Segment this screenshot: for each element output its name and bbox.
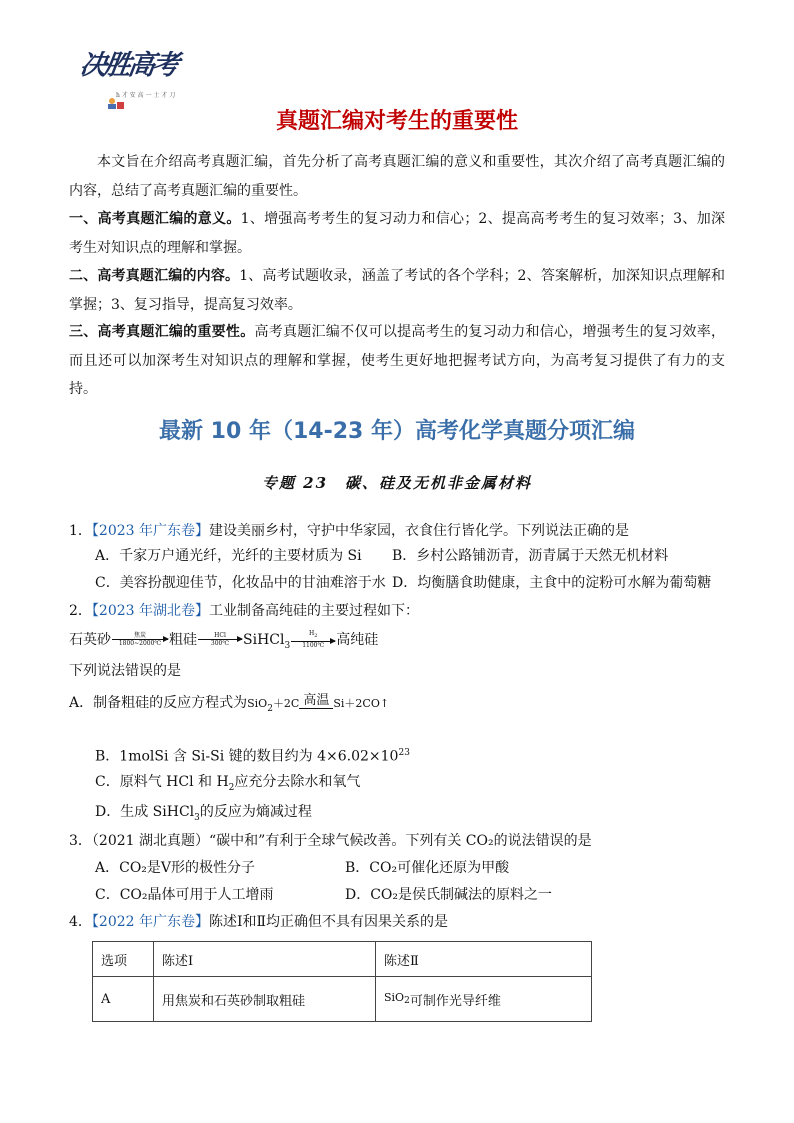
flow-arrow-2 [198,632,242,648]
table-cell-statement-1: 用焦炭和石英砂制取粗硅 [154,977,376,1022]
q2-option-d-tail: 的反应为熵减过程 [199,804,312,820]
flow-arrow-3-reagent: $H_2$ [308,630,318,640]
section-3 [69,318,725,404]
q2-option-d-sub: 3 [194,812,200,823]
q3-text: （2021 湖北真题）“碳中和”有利于全球气候改善。下列有关 CO₂的说法错误的是 [91,833,592,849]
q3-option-a: A．CO₂是Ⅴ形的极性分子 [95,860,256,876]
q2-ask: 下列说法错误的是 [69,663,181,679]
q2-number: 2． [69,603,92,619]
q2-process-flow [69,628,729,658]
q2-option-a [69,692,389,714]
table-cell-option: A [93,977,154,1022]
q1-source: 【2023 年广东卷】 [91,523,210,539]
page-title: 真题汇编对考生的重要性 [275,109,518,134]
q2-option-a-text: A．制备粗硅的反应方程式为 [69,695,248,711]
table-row [93,977,592,1022]
flow-arrow-3-condition: 1100℃ [302,641,325,649]
flow-arrow-2-condition: 300℃ [210,640,230,647]
q1-option-d: D．均衡膳食助健康，主食中的淀粉可水解为葡萄糖 [392,575,712,591]
section-1-body: 1、增强高考考生的复习动力和信心；2、提高高考考生的复习效率；3、加深考生对知识点的理解和掌握。 [69,211,725,256]
q2-option-c-sub: 2 [228,782,235,793]
section-1-head: 一、高考真题汇编的意义。 [69,211,241,227]
q2-option-b-text: B．1molSi 含 Si-Si 键的数目约为 4×6.02×10 [95,748,399,765]
table-header-option: 选项 [93,942,154,977]
section-2-body: 1、高考试题收录，涵盖了考试的各个学科；2、答案解析，加深知识点理解和掌握；3、复习指导，提高复习效率。 [69,268,726,313]
section-3-head: 三、高考真题汇编的重要性。 [69,324,255,340]
q4-table [92,941,592,1022]
q1-option-a: A．千家万户通光纤，光纤的主要材质为 Si [95,548,362,564]
q1-option-c: C．美容扮靓迎佳节，化妆品中的甘油难溶于水 [95,575,386,591]
flow-sihcl-sub: 3 [284,640,291,651]
cell-statement-2-text: 可制作光导纤维 [409,993,501,1009]
q3-option-c: C．CO₂晶体可用于人工增雨 [95,887,274,903]
table-header-statement-2: 陈述Ⅱ [376,942,592,977]
q1-option-b: B．乡村公路铺沥青，沥青属于天然无机材料 [392,548,669,564]
collection-title: 最新 10 年（14-23 年）高考化学真题分项汇编 [159,419,635,444]
q2-option-b-exponent: 23 [398,748,410,758]
q3-option-b: B．CO₂可催化还原为甲酸 [345,860,510,876]
flow-arrow-2-reagent: HCl [214,632,226,639]
q1-text: 建设美丽乡村，守护中华家园，衣食住行皆化学。下列说法正确的是 [209,523,630,539]
q2-option-d [95,801,755,829]
table-header-statement-1: 陈述Ⅰ [154,942,376,977]
section-2 [69,262,725,319]
flow-pure-silicon: 高纯硅 [336,632,379,648]
section-1 [69,205,725,262]
q2-option-b [95,742,755,768]
eq-sio2-sub: 2 [267,703,273,714]
flow-quartz-sand: 石英砂 [69,632,111,648]
q2-text: 工业制备高纯硅的主要过程如下： [209,603,420,619]
q3-number: 3． [69,833,92,849]
table-header-row [93,942,592,977]
q4-source: 【2022 年广东卷】 [91,914,210,930]
section-3-body: 高考真题汇编不仅可以提高考生的复习动力和信心，增强考生的复习效率，而且还可以加深考生对知识点的理解和掌握，使考生更好地把握考试方向，为高考复习提供了有力的支持。 [69,324,726,397]
intro-paragraph: 本文旨在介绍高考真题汇编，首先分析了高考真题汇编的意义和重要性，其次介绍了高考真题汇编的内容，总结了高考真题汇编的重要性。 [69,154,725,199]
flow-arrow-1-condition: 1800~2000℃ [118,640,162,647]
q1-number: 1． [69,523,92,539]
q4-text: 陈述Ⅰ和Ⅱ均正确但不具有因果关系的是 [209,914,449,930]
q2-stem [69,600,729,622]
topic-title: 专题 23 碳、硅及无机非金属材料 [261,474,533,492]
q4-number: 4． [69,914,92,930]
flow-arrow-3 [291,630,335,649]
cell-sio2: SiO [384,990,405,1004]
eq-condition [299,693,333,714]
flow-arrow-1-reagent: 焦炭 [133,632,146,639]
logo-text: 决胜高考 [77,50,179,81]
q2-option-c-text: C．原料气 HCl 和 H [95,774,229,790]
q4-stem [69,911,729,933]
eq-sio2: SiO [247,697,268,710]
q2-option-c-tail: 应充分去除水和氧气 [234,774,361,790]
flow-arrow-1 [112,632,168,648]
q3-stem [69,830,729,852]
eq-products: Si＋2CO↑ [333,697,390,710]
cell-sio2-sub: 2 [404,995,410,1006]
logo-subtext: h 才 安 高 一 士 才 刀 [116,92,176,99]
eq-condition-text: 高温 [303,692,330,708]
q1-stem [69,520,729,542]
flow-crude-silicon: 粗硅 [169,632,197,648]
flow-sihcl: SiHCl [243,632,285,648]
q2-option-d-text: D．生成 SiHCl [95,804,195,820]
section-2-head: 二、高考真题汇编的内容。 [69,268,240,284]
q2-source: 【2023 年湖北卷】 [91,603,210,619]
table-cell-statement-2 [376,977,592,1022]
q2-option-c [95,771,755,799]
eq-carbon: ＋2C [272,697,300,710]
q3-option-d: D．CO₂是侯氏制碱法的原料之一 [345,887,553,903]
